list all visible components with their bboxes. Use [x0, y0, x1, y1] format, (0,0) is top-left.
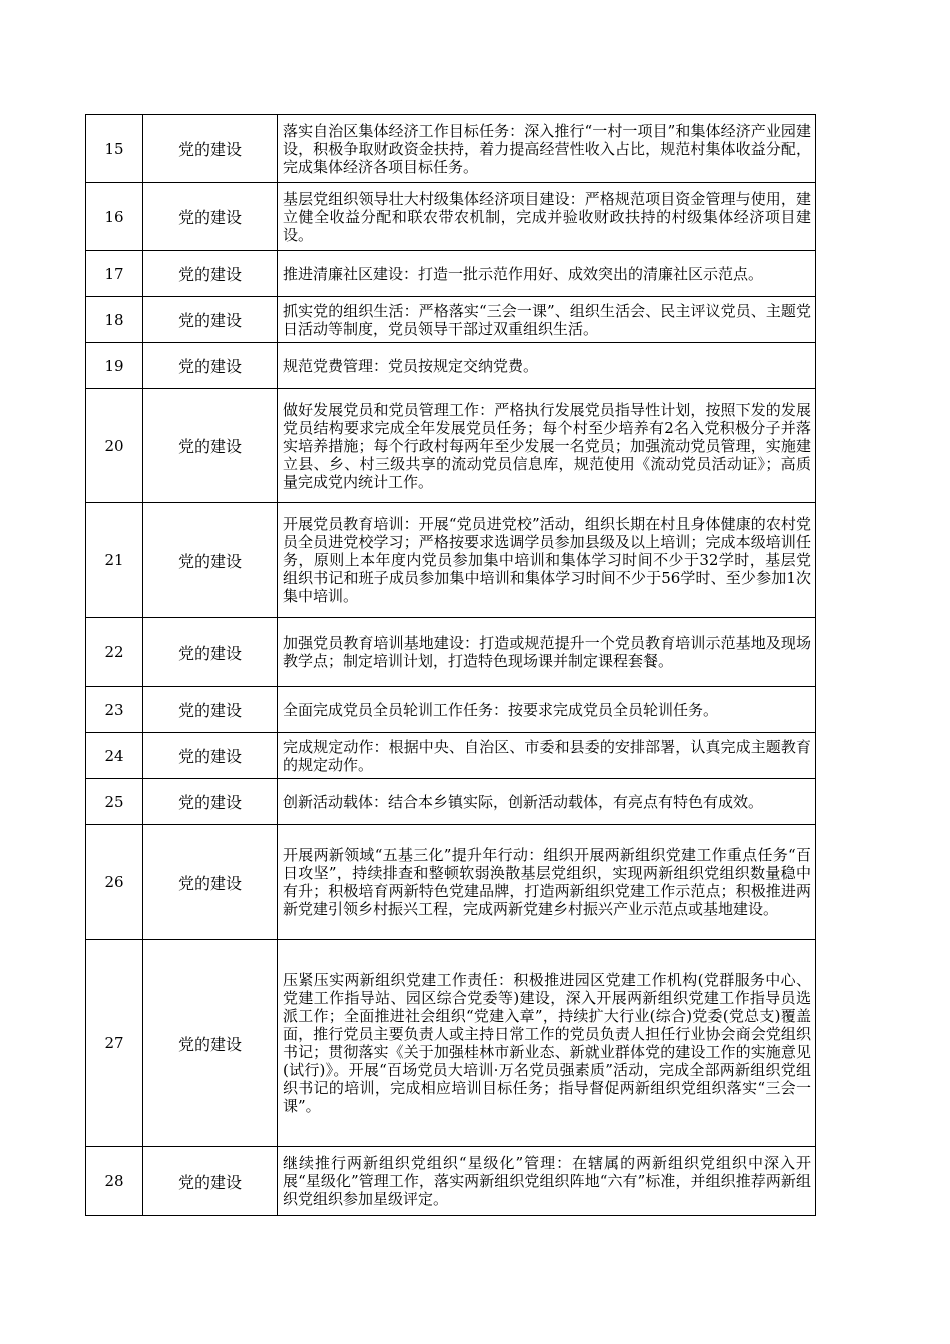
- row-number: 20: [86, 389, 143, 503]
- table-row: [86, 297, 816, 343]
- row-content: 完成规定动作：根据中央、自治区、市委和县委的安排部署，认真完成主题教育的规定动作。: [278, 733, 816, 779]
- table-row: [86, 389, 816, 503]
- row-category: 党的建设: [143, 940, 278, 1147]
- row-content: 落实自治区集体经济工作目标任务：深入推行“一村一项目”和集体经济产业园建设，积极争取财政资金扶持，着力提高经营性收入占比，规范村集体收益分配，完成集体经济各项目标任务。: [278, 115, 816, 183]
- row-number: 26: [86, 825, 143, 940]
- row-content: 开展党员教育培训：开展“党员进党校”活动，组织长期在村且身体健康的农村党员全员进党校学习；严格按要求选调学员参加县级及以上培训；完成本级培训任务，原则上本年度内党员参加集中培训和集体学习时间不少于32学时，基层党组织书记和班子成员参加集中培训和集体学习时间不少于56学时、至少参加1次集中培训。: [278, 503, 816, 618]
- row-number: 21: [86, 503, 143, 618]
- table-row: [86, 503, 816, 618]
- row-category: 党的建设: [143, 618, 278, 687]
- table-row: [86, 687, 816, 733]
- table-row: [86, 115, 816, 183]
- row-number: 18: [86, 297, 143, 343]
- row-number: 25: [86, 779, 143, 825]
- row-content: 基层党组织领导壮大村级集体经济项目建设：严格规范项目资金管理与使用，建立健全收益分配和联农带农机制，完成并验收财政扶持的村级集体经济项目建设。: [278, 183, 816, 251]
- row-category: 党的建设: [143, 389, 278, 503]
- row-category: 党的建设: [143, 503, 278, 618]
- row-category: 党的建设: [143, 779, 278, 825]
- row-content: 抓实党的组织生活：严格落实“三会一课”、组织生活会、民主评议党员、主题党日活动等制度，党员领导干部过双重组织生活。: [278, 297, 816, 343]
- row-category: 党的建设: [143, 1147, 278, 1216]
- table-row: [86, 183, 816, 251]
- row-content: 开展两新领域“五基三化”提升年行动：组织开展两新组织党建工作重点任务“百日攻坚”，持续排查和整顿软弱涣散基层党组织，实现两新组织党组织数量稳中有升；积极培育两新特色党建品牌，打造两新组织党建工作示范点；积极推进两新党建引领乡村振兴工程，完成两新党建乡村振兴产业示范点或基地建设。: [278, 825, 816, 940]
- table-row: [86, 251, 816, 297]
- row-category: 党的建设: [143, 343, 278, 389]
- table-row: [86, 1147, 816, 1216]
- row-category: 党的建设: [143, 183, 278, 251]
- table-row: [86, 825, 816, 940]
- row-number: 24: [86, 733, 143, 779]
- row-category: 党的建设: [143, 115, 278, 183]
- row-content: 规范党费管理：党员按规定交纳党费。: [278, 343, 816, 389]
- row-content: 创新活动载体：结合本乡镇实际，创新活动载体，有亮点有特色有成效。: [278, 779, 816, 825]
- row-category: 党的建设: [143, 687, 278, 733]
- row-number: 15: [86, 115, 143, 183]
- row-number: 17: [86, 251, 143, 297]
- row-category: 党的建设: [143, 297, 278, 343]
- row-number: 19: [86, 343, 143, 389]
- task-table: [85, 114, 816, 1216]
- row-category: 党的建设: [143, 825, 278, 940]
- row-number: 23: [86, 687, 143, 733]
- row-content: 压紧压实两新组织党建工作责任：积极推进园区党建工作机构(党群服务中心、党建工作指导站、园区综合党委等)建设，深入开展两新组织党建工作指导员选派工作；全面推进社会组织“党建入章”，持续扩大行业(综合)党委(党总支)覆盖面，推行党员主要负责人或主持日常工作的党员负责人担任行业协会商会党组织书记；贯彻落实《关于加强桂林市新业态、新就业群体党的建设工作的实施意见(试行)》。开展“百场党员大培训·万名党员强素质”活动，完成全部两新组织党组织书记的培训，完成相应培训目标任务；指导督促两新组织党组织落实“三会一课”。: [278, 940, 816, 1147]
- row-category: 党的建设: [143, 251, 278, 297]
- table-row: [86, 779, 816, 825]
- table-row: [86, 343, 816, 389]
- row-content: 推进清廉社区建设：打造一批示范作用好、成效突出的清廉社区示范点。: [278, 251, 816, 297]
- table-row: [86, 940, 816, 1147]
- row-content: 继续推行两新组织党组织“星级化”管理：在辖属的两新组织党组织中深入开展“星级化”管理工作，落实两新组织党组织阵地“六有”标准，并组织推荐两新组织党组织参加星级评定。: [278, 1147, 816, 1216]
- row-category: 党的建设: [143, 733, 278, 779]
- table-row: [86, 618, 816, 687]
- row-number: 22: [86, 618, 143, 687]
- table-row: [86, 733, 816, 779]
- row-number: 27: [86, 940, 143, 1147]
- row-content: 加强党员教育培训基地建设：打造或规范提升一个党员教育培训示范基地及现场教学点；制定培训计划，打造特色现场课并制定课程套餐。: [278, 618, 816, 687]
- row-content: 做好发展党员和党员管理工作：严格执行发展党员指导性计划，按照下发的发展党员结构要求完成全年发展党员任务；每个村至少培养有2名入党积极分子并落实培养措施；每个行政村每两年至少发展一名党员；加强流动党员管理，实施建立县、乡、村三级共享的流动党员信息库，规范使用《流动党员活动证》；高质量完成党内统计工作。: [278, 389, 816, 503]
- row-number: 16: [86, 183, 143, 251]
- row-number: 28: [86, 1147, 143, 1216]
- row-content: 全面完成党员全员轮训工作任务：按要求完成党员全员轮训任务。: [278, 687, 816, 733]
